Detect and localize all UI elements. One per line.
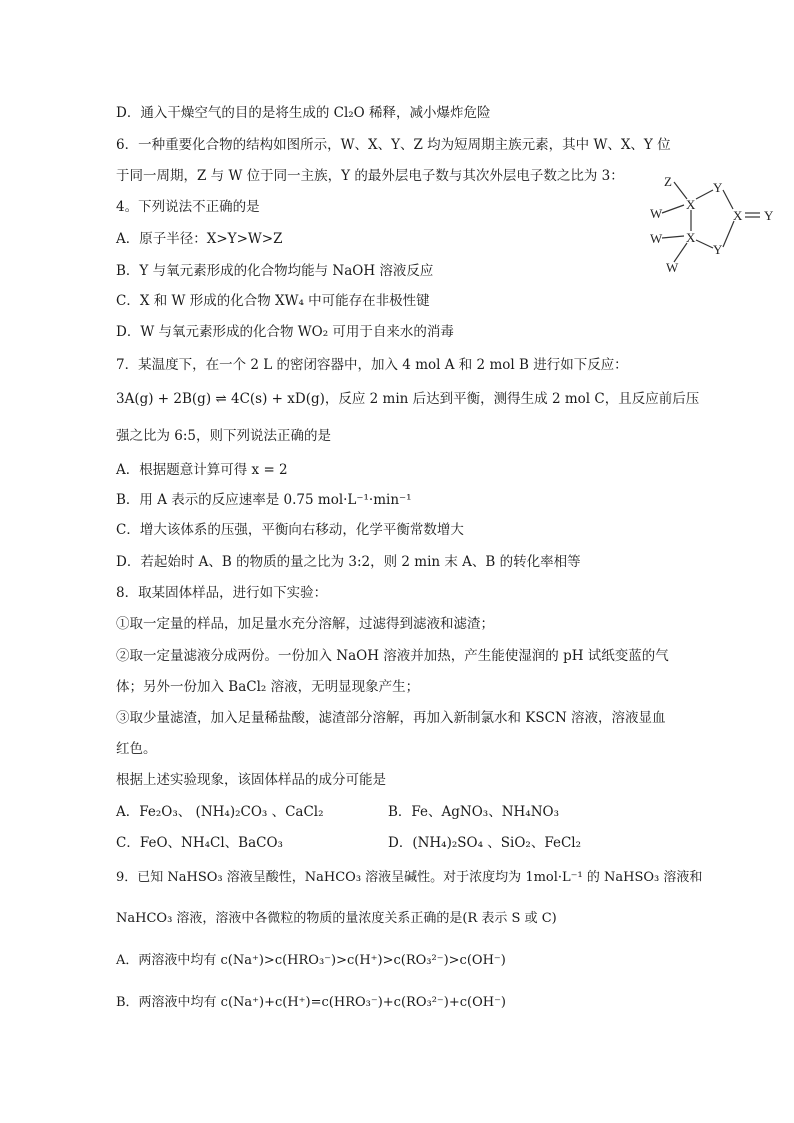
molecular-structure-diagram — [640, 168, 785, 280]
question-6-stem-2: 于同一周期，Z 与 W 位于同一主族，Y 的最外层电子数与其次外层电子数之比为 3： — [116, 168, 624, 184]
atom-w-3: W — [666, 260, 679, 275]
bond-w-x-bottom — [662, 236, 684, 238]
atom-x-1: X — [686, 197, 696, 212]
atom-w-2: W — [650, 231, 663, 246]
bond-x-y-bottom — [696, 240, 713, 248]
question-6-stem-3: 4。下列说法不正确的是 — [116, 199, 260, 215]
atom-y-3: Y — [764, 208, 774, 223]
atom-y-1: Y — [713, 180, 723, 195]
option-7d: D．若起始时 A、B 的物质的量之比为 3:2，则 2 min 末 A、B 的转化率相等 — [116, 554, 581, 570]
question-7-stem-2: 3A(g) + 2B(g) ⇌ 4C(s) + xD(g)，反应 2 min 后达到平衡，测得生成 2 mol C，且反应前后压 — [116, 391, 700, 407]
option-6a: A．原子半径：X>Y>W>Z — [116, 231, 283, 247]
question-9-stem-1: 9．已知 NaHSO₃ 溶液呈酸性，NaHCO₃ 溶液呈碱性。对于浓度均为 1mol·L⁻¹ 的 NaHSO₃ 溶液和 — [116, 870, 703, 885]
question-8-step-2a: ②取一定量滤液分成两份。一份加入 NaOH 溶液并加热，产生能使湿润的 pH 试纸变蓝的气 — [116, 648, 669, 664]
option-5d: D．通入干燥空气的目的是将生成的 Cl₂O 稀释，减小爆炸危险 — [116, 105, 491, 121]
question-8-step-2b: 体；另外一份加入 BaCl₂ 溶液，无明显现象产生； — [116, 679, 420, 695]
option-7c: C．增大该体系的压强，平衡向右移动，化学平衡常数增大 — [116, 522, 464, 538]
option-8b: B．Fe、AgNO₃、NH₄NO₃ — [388, 804, 560, 820]
option-8c: C．FeO、NH₄Cl、BaCO₃ — [116, 835, 283, 851]
option-6d: D．W 与氧元素形成的化合物 WO₂ 可用于自来水的消毒 — [116, 324, 454, 340]
option-9a: A．两溶液中均有 c(Na⁺)>c(HRO₃⁻)>c(H⁺)>c(RO₃²⁻)>c(OH⁻) — [116, 953, 506, 968]
option-6c: C．X 和 W 形成的化合物 XW₄ 中可能存在非极性键 — [116, 293, 430, 309]
bond-y-xc-bottom — [723, 221, 734, 247]
atom-x-3: X — [733, 208, 743, 223]
option-8d: D．(NH₄)₂SO₄ 、SiO₂、FeCl₂ — [388, 835, 582, 851]
question-7-stem-1: 7．某温度下，在一个 2 L 的密闭容器中，加入 4 mol A 和 2 mol B 进行如下反应： — [116, 357, 628, 373]
question-6-stem-1: 6．一种重要化合物的结构如图所示，W、X、Y、Z 均为短周期主族元素，其中 W、X、Y 位 — [116, 137, 671, 153]
question-8-step-3a: ③取少量滤渣，加入足量稀盐酸，滤渣部分溶解，再加入新制氯水和 KSCN 溶液，溶液显血 — [116, 710, 666, 726]
atom-x-2: X — [686, 230, 696, 245]
question-7-stem-3: 强之比为 6:5，则下列说法正确的是 — [116, 428, 332, 444]
question-8-stem: 8．取某固体样品，进行如下实验： — [116, 585, 328, 601]
bond-y-xc-top — [723, 190, 733, 209]
question-8-step-1: ①取一定量的样品，加足量水充分溶解，过滤得到滤液和滤渣； — [116, 616, 494, 632]
question-8-step-3b: 红色。 — [116, 741, 157, 757]
option-8a: A．Fe₂O₃、 (NH₄)₂CO₃ 、CaCl₂ — [116, 804, 324, 820]
option-7a: A．根据题意计算可得 x = 2 — [116, 462, 288, 478]
question-8-prompt: 根据上述实验现象，该固体样品的成分可能是 — [116, 772, 386, 788]
bond-x-y-top — [696, 190, 713, 199]
atom-z: Z — [664, 174, 672, 189]
question-9-stem-2: NaHCO₃ 溶液，溶液中各微粒的物质的量浓度关系正确的是(R 表示 S 或 C) — [116, 911, 557, 926]
option-7b: B．用 A 表示的反应速率是 0.75 mol·L⁻¹·min⁻¹ — [116, 492, 412, 508]
atom-w-1: W — [650, 206, 663, 221]
option-9b: B．两溶液中均有 c(Na⁺)+c(H⁺)=c(HRO₃⁻)+c(RO₃²⁻)+c(OH⁻) — [116, 995, 507, 1010]
option-6b: B．Y 与氧元素形成的化合物均能与 NaOH 溶液反应 — [116, 263, 434, 279]
bond-w-x-top — [662, 205, 684, 213]
atom-y-2: Y — [713, 242, 723, 257]
